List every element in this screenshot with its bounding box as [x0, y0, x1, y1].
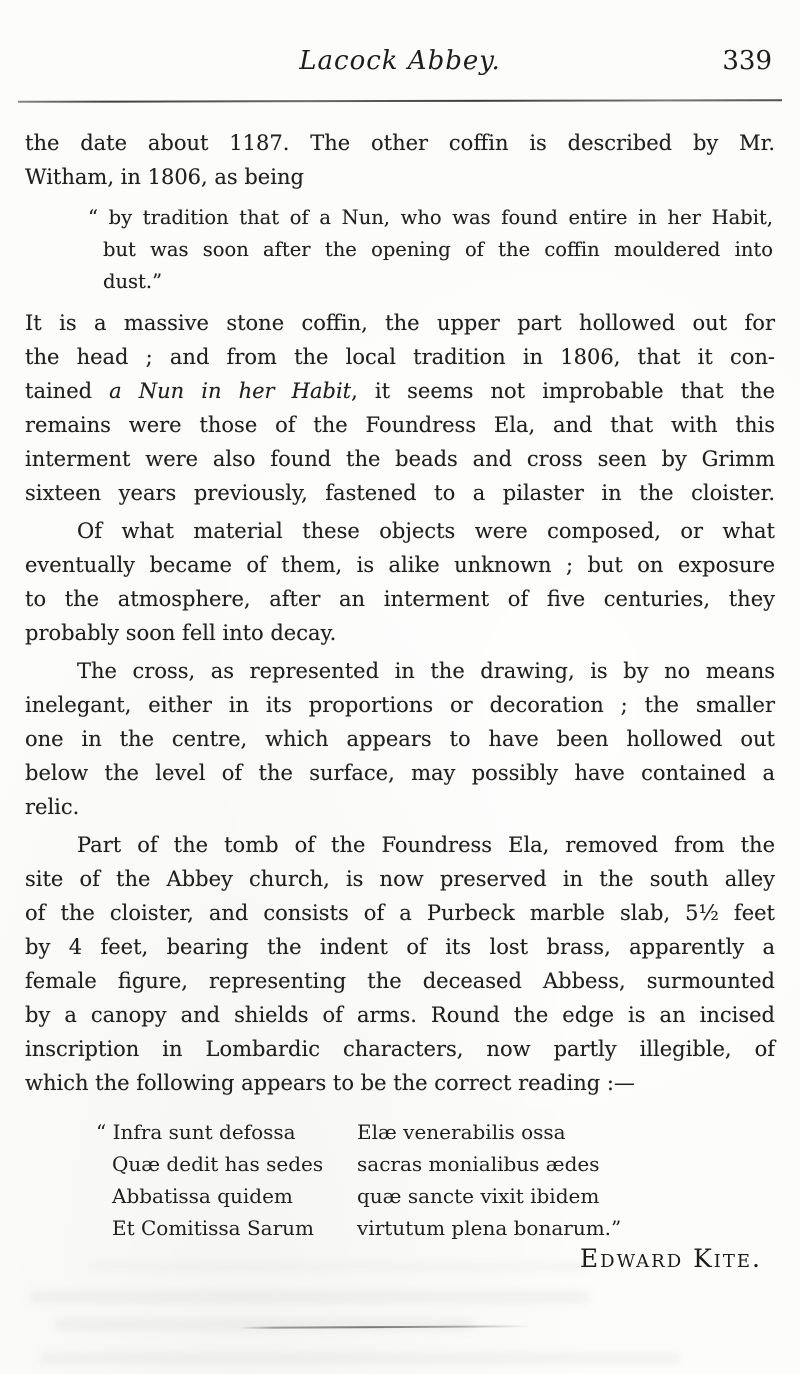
text-line: by 4 feet, bearing the indent of its lost brass, apparently a: [25, 935, 775, 959]
text-line: inelegant, either in its proportions or decoration ; the smaller: [25, 693, 775, 717]
verse-right-column-line: virtutum plena bonarum.”: [357, 1216, 622, 1240]
text-line: but was soon after the opening of the coffin mouldered into: [103, 238, 773, 261]
text-line: eventually became of them, is alike unknown ; but on exposure: [25, 553, 775, 577]
page-header: [0, 0, 800, 78]
text-line: one in the centre, which appears to have been hollowed out: [25, 727, 775, 751]
body-text: [25, 126, 775, 1100]
verse-right-column-line: sacras monialibus ædes: [357, 1152, 600, 1176]
text-line: remains were those of the Foundress Ela, and that with this: [25, 413, 775, 437]
text-line: Of what material these objects were composed, or what: [77, 519, 775, 543]
verse-left-column-line: Quæ dedit has sedes: [112, 1152, 324, 1176]
text-line: relic.: [25, 795, 80, 819]
text-line: sixteen years previously, fastened to a pilaster in the cloister.: [25, 481, 775, 505]
bleed-through-artifact: [55, 1318, 475, 1331]
paragraph: [25, 306, 775, 510]
text-line: the date about 1187. The other coffin is described by Mr.: [25, 131, 775, 155]
verse-right-column-line: quæ sancte vixit ibidem: [357, 1184, 600, 1208]
bleed-through-artifact: [40, 1352, 680, 1364]
verse-left-column-line: Abbatissa quidem: [112, 1184, 293, 1208]
text-line: [25, 374, 775, 408]
author-signature: Edward Kite.: [579, 1244, 762, 1273]
text-line: The cross, as represented in the drawing, is by no means: [77, 659, 775, 683]
text-line: inscription in Lombardic characters, now partly illegible, of: [25, 1037, 775, 1061]
text-segment: , it seems not improbable that the: [351, 379, 775, 403]
text-line: to the atmosphere, after an interment of five centuries, they: [25, 587, 775, 611]
verse-right-column-line: Elæ venerabilis ossa: [357, 1120, 566, 1144]
italic-phrase: a Nun in her Habit: [109, 379, 352, 403]
text-line: dust.”: [103, 270, 163, 293]
text-line: site of the Abbey church, is now preserved in the south alley: [25, 867, 775, 891]
verse-left-column-line: “ Infra sunt defossa: [96, 1120, 296, 1144]
paragraph: [25, 514, 775, 650]
text-line: below the level of the surface, may possibly have contained a: [25, 761, 775, 785]
text-line: which the following appears to be the correct reading :—: [25, 1071, 635, 1095]
text-line: probably soon fell into decay.: [25, 621, 337, 645]
bleed-through-artifact: [30, 1290, 590, 1304]
paragraph: [25, 828, 775, 1100]
text-line: the head ; and from the local tradition in 1806, that it con-: [25, 345, 775, 369]
text-line: interment were also found the beads and cross seen by Grimm: [25, 447, 775, 471]
text-line: Witham, in 1806, as being: [25, 165, 304, 189]
verse-row: [96, 1116, 800, 1148]
verse-row: [112, 1212, 800, 1244]
footer-rule: [239, 1325, 531, 1329]
text-line: It is a massive stone coffin, the upper part hollowed out for: [25, 311, 775, 335]
paragraph: [25, 654, 775, 824]
verse-row: [112, 1148, 800, 1180]
page-number: 339: [722, 46, 772, 76]
running-title: Lacock Abbey.: [299, 46, 501, 76]
header-rule: [18, 99, 782, 103]
block-quote: [88, 202, 773, 298]
text-line: Part of the tomb of the Foundress Ela, removed from the: [77, 833, 775, 857]
text-line: female figure, representing the deceased Abbess, surmounted: [25, 969, 775, 993]
verse-left-column-line: Et Comitissa Sarum: [112, 1216, 314, 1240]
text-segment: tained: [25, 379, 110, 403]
text-line: “ by tradition that of a Nun, who was found entire in her Habit,: [88, 206, 773, 229]
text-line: by a canopy and shields of arms. Round the edge is an incised: [25, 1003, 775, 1027]
latin-verse: [96, 1116, 800, 1244]
verse-row: [112, 1180, 800, 1212]
paragraph: [25, 126, 775, 194]
text-line: of the cloister, and consists of a Purbeck marble slab, 5½ feet: [25, 901, 775, 925]
